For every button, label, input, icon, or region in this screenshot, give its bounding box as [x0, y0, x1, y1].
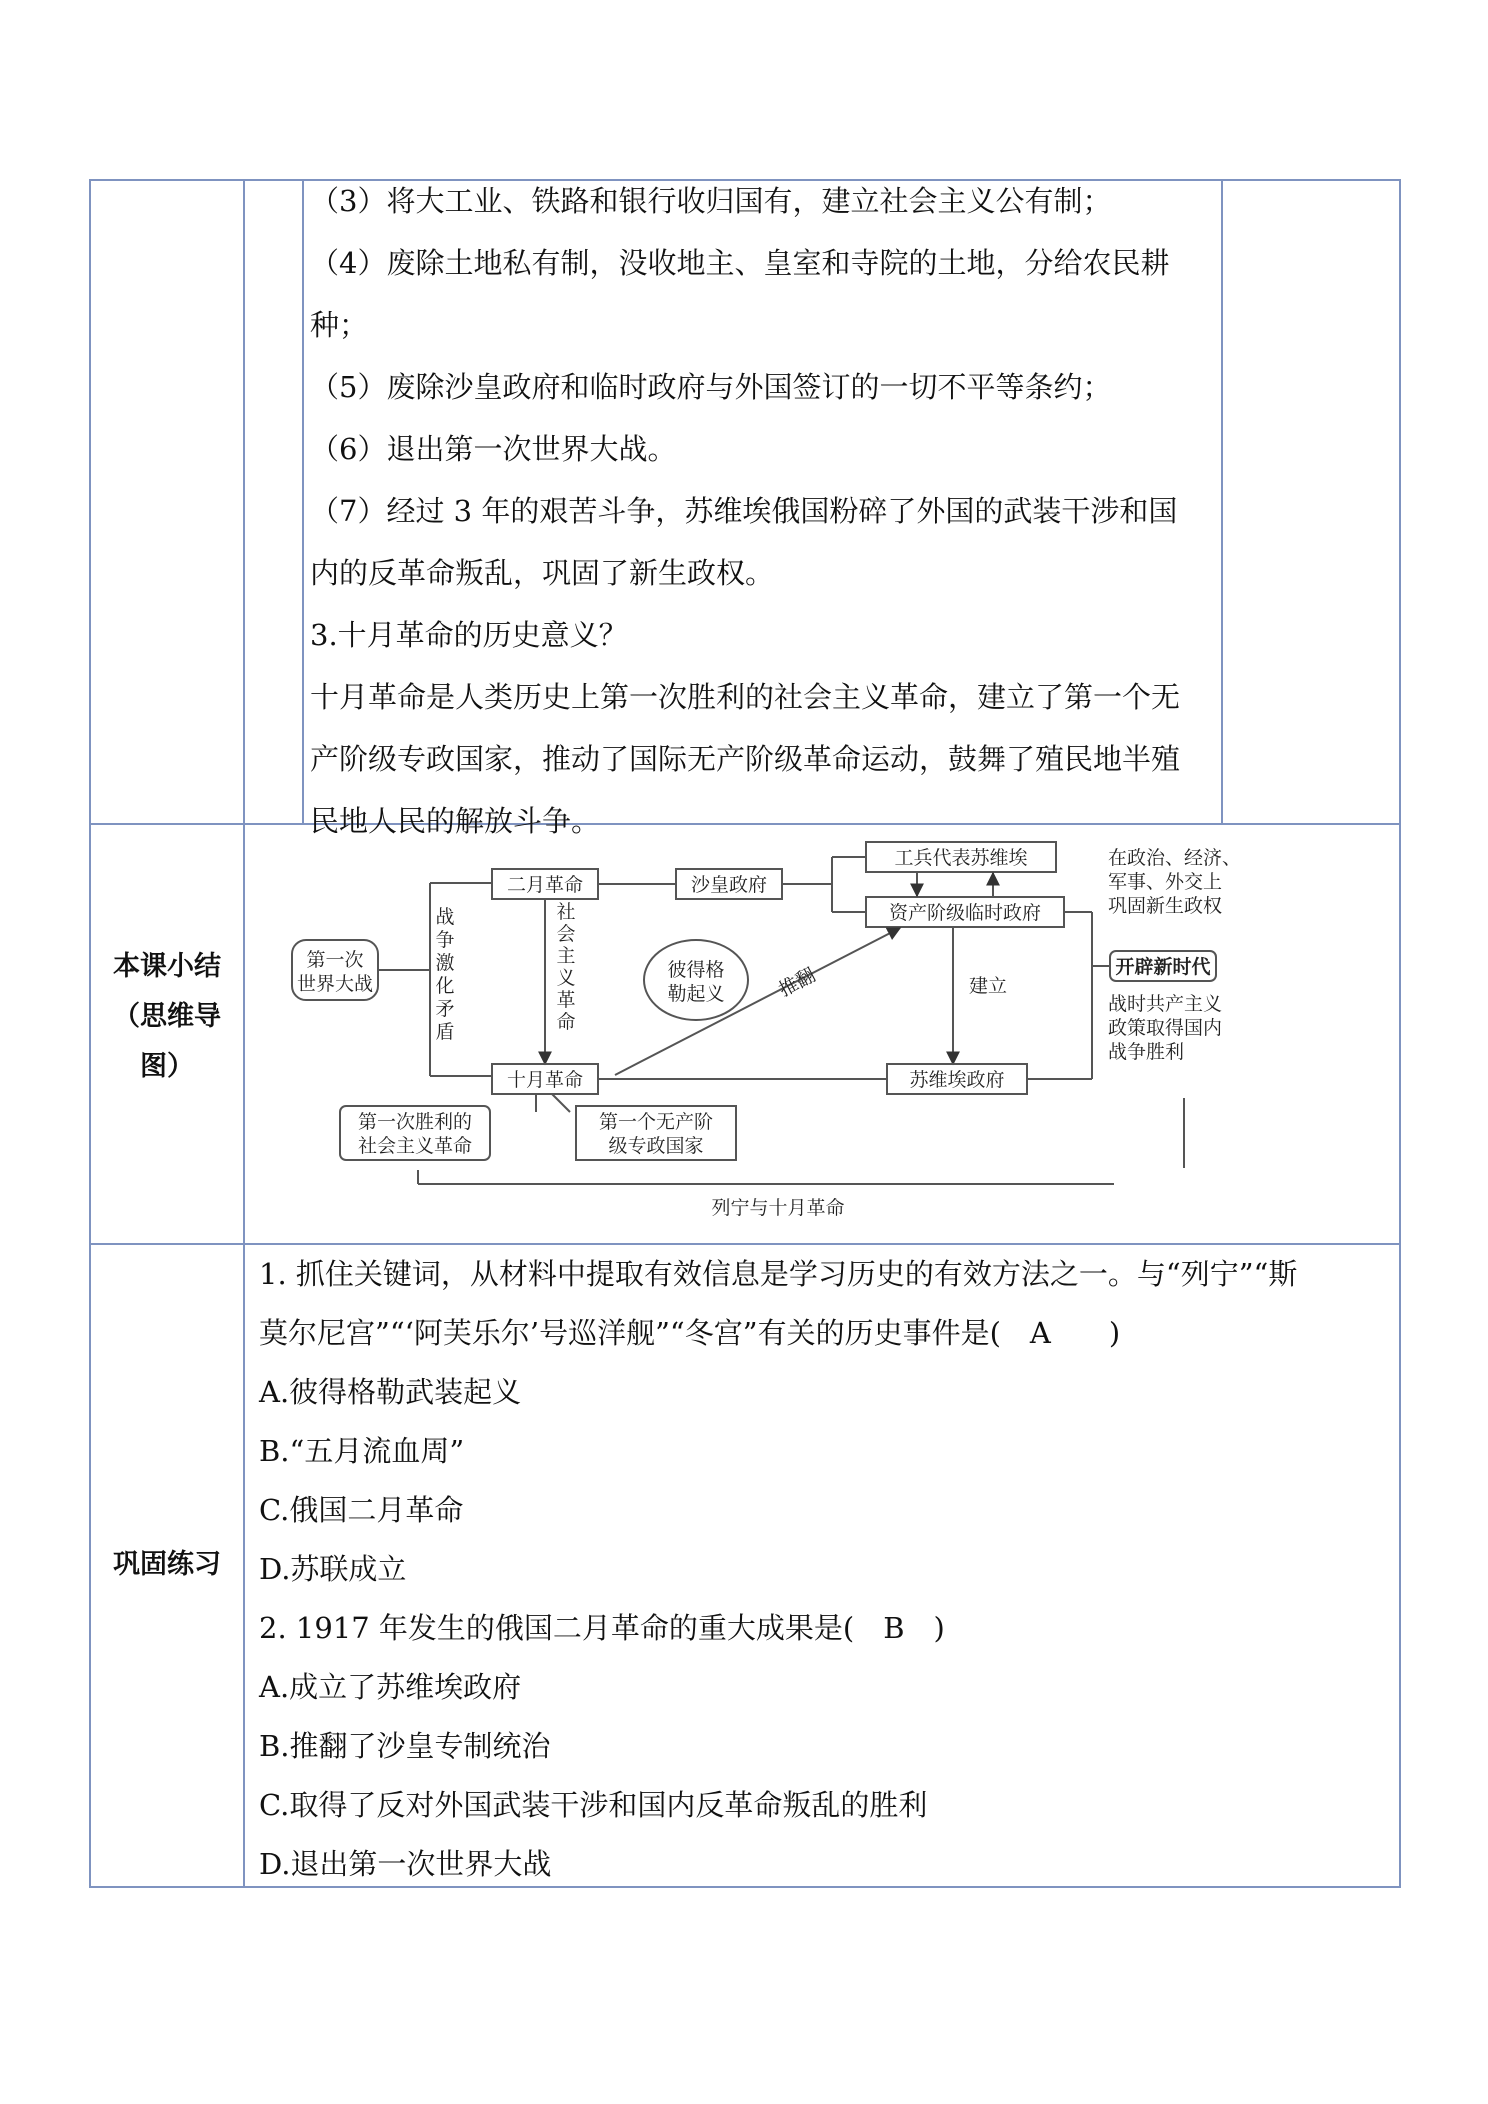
exercise-option: B.“五月流血周”: [259, 1434, 465, 1468]
socialist-rev-text: 社: [556, 901, 576, 923]
war-intensify-text: 化: [435, 975, 455, 997]
exercise-option: C.取得了反对外国武装干涉和国内反革命叛乱的胜利: [259, 1788, 928, 1822]
inner-right-border: [1221, 179, 1223, 824]
exercise-content: [259, 1245, 1389, 1894]
exercise-option: A.彼得格勒武装起义: [259, 1375, 522, 1409]
content-line: （5）废除沙皇政府和临时政府与外国签订的一切不平等条约；: [310, 370, 1112, 404]
socialist-rev-text: 会: [556, 923, 576, 945]
content-line: （4）废除土地私有制，没收地主、皇室和寺院的土地，分给农民耕: [310, 246, 1170, 280]
war-communism-text: 战争胜利: [1108, 1041, 1185, 1063]
new-era-text: 开辟新时代: [1115, 956, 1211, 978]
content-line: 3.十月革命的历史意义？: [310, 618, 628, 652]
exercise-option: C.俄国二月革命: [259, 1493, 464, 1527]
war-intensify-text: 战: [435, 906, 455, 928]
exercise-option: D.苏联成立: [259, 1552, 407, 1586]
summary-label-line: （思维导: [113, 1001, 221, 1032]
exercise-option: B.推翻了沙皇专制统治: [259, 1729, 551, 1763]
consolidate-text: 巩固新生政权: [1108, 895, 1223, 917]
exercise-label-text: 巩固练习: [113, 1549, 221, 1580]
war-intensify-text: 争: [435, 929, 455, 951]
provisional-gov-text: 资产阶级临时政府: [888, 902, 1042, 924]
inner-left-border: [302, 179, 304, 824]
oct-revolution-text: 十月革命: [506, 1069, 584, 1091]
content-line: （7）经过 3 年的艰苦斗争，苏维埃俄国粉碎了外国的武装干涉和国: [310, 494, 1178, 528]
consolidate-text: 军事、外交上: [1108, 871, 1223, 893]
exercise-line: 2. 1917 年发生的俄国二月革命的重大成果是( B ): [259, 1611, 945, 1645]
establish-text: 建立: [968, 975, 1008, 997]
mind-map-diagram: [270, 828, 1280, 1238]
war-intensify-text: 激: [435, 952, 455, 974]
war-communism-text: 战时共产主义: [1108, 993, 1223, 1015]
content-line: 种；: [310, 308, 369, 342]
diagram-caption: 列宁与十月革命: [711, 1197, 845, 1219]
first-proletarian-text: 级专政国家: [608, 1135, 704, 1157]
content-line: （3）将大工业、铁路和银行收归国有，建立社会主义公有制；: [310, 184, 1112, 218]
content-line: （6）退出第一次世界大战。: [310, 432, 677, 466]
socialist-rev-text: 革: [556, 989, 576, 1011]
first-victory-text: 第一次胜利的: [357, 1111, 473, 1133]
summary-label: [91, 942, 243, 1092]
petrograd-text: 勒起义: [667, 983, 725, 1005]
first-war-text: 世界大战: [296, 973, 374, 995]
consolidate-text: 在政治、经济、: [1108, 847, 1242, 869]
content-line: 十月革命是人类历史上第一次胜利的社会主义革命，建立了第一个无: [310, 680, 1181, 714]
exercise-option: A.成立了苏维埃政府: [259, 1670, 522, 1704]
feb-revolution-text: 二月革命: [506, 874, 584, 896]
summary-label-line: 本课小结: [113, 951, 221, 982]
socialist-rev-text: 义: [556, 967, 576, 989]
summary-label-line: 图）: [140, 1051, 194, 1082]
first-victory-text: 社会主义革命: [357, 1135, 473, 1157]
first-proletarian-text: 第一个无产阶: [598, 1111, 714, 1133]
exercise-line: 1. 抓住关键词，从材料中提取有效信息是学习历史的有效方法之一。与“列宁”“斯: [259, 1257, 1298, 1291]
socialist-rev-text: 主: [556, 945, 576, 967]
content-line: 产阶级专政国家，推动了国际无产阶级革命运动，鼓舞了殖民地半殖: [310, 742, 1181, 776]
content-line: 民地人民的解放斗争。: [310, 804, 601, 838]
war-communism-text: 政策取得国内: [1108, 1017, 1223, 1039]
column-divider: [243, 179, 245, 1888]
exercise-line: 莫尔尼宫”“‘阿芙乐尔’号巡洋舰”“冬宫”有关的历史事件是( A ): [259, 1316, 1121, 1350]
war-intensify-text: 盾: [435, 1021, 455, 1043]
content-line: 内的反革命叛乱，巩固了新生政权。: [310, 556, 775, 590]
socialist-rev-text: 命: [556, 1011, 576, 1033]
exercise-label: [91, 1540, 243, 1590]
first-war-text: 第一次: [306, 949, 364, 971]
content-cell: [310, 170, 1220, 852]
soviet-workers-text: 工兵代表苏维埃: [894, 847, 1028, 869]
petrograd-text: 彼得格: [667, 959, 725, 981]
table-right-border: [1399, 179, 1401, 1888]
tsar-gov-text: 沙皇政府: [690, 874, 768, 896]
overthrow-text: 推翻: [775, 964, 820, 1002]
war-intensify-text: 矛: [435, 998, 455, 1020]
soviet-gov-text: 苏维埃政府: [909, 1069, 1005, 1091]
exercise-option: D.退出第一次世界大战: [259, 1847, 552, 1881]
